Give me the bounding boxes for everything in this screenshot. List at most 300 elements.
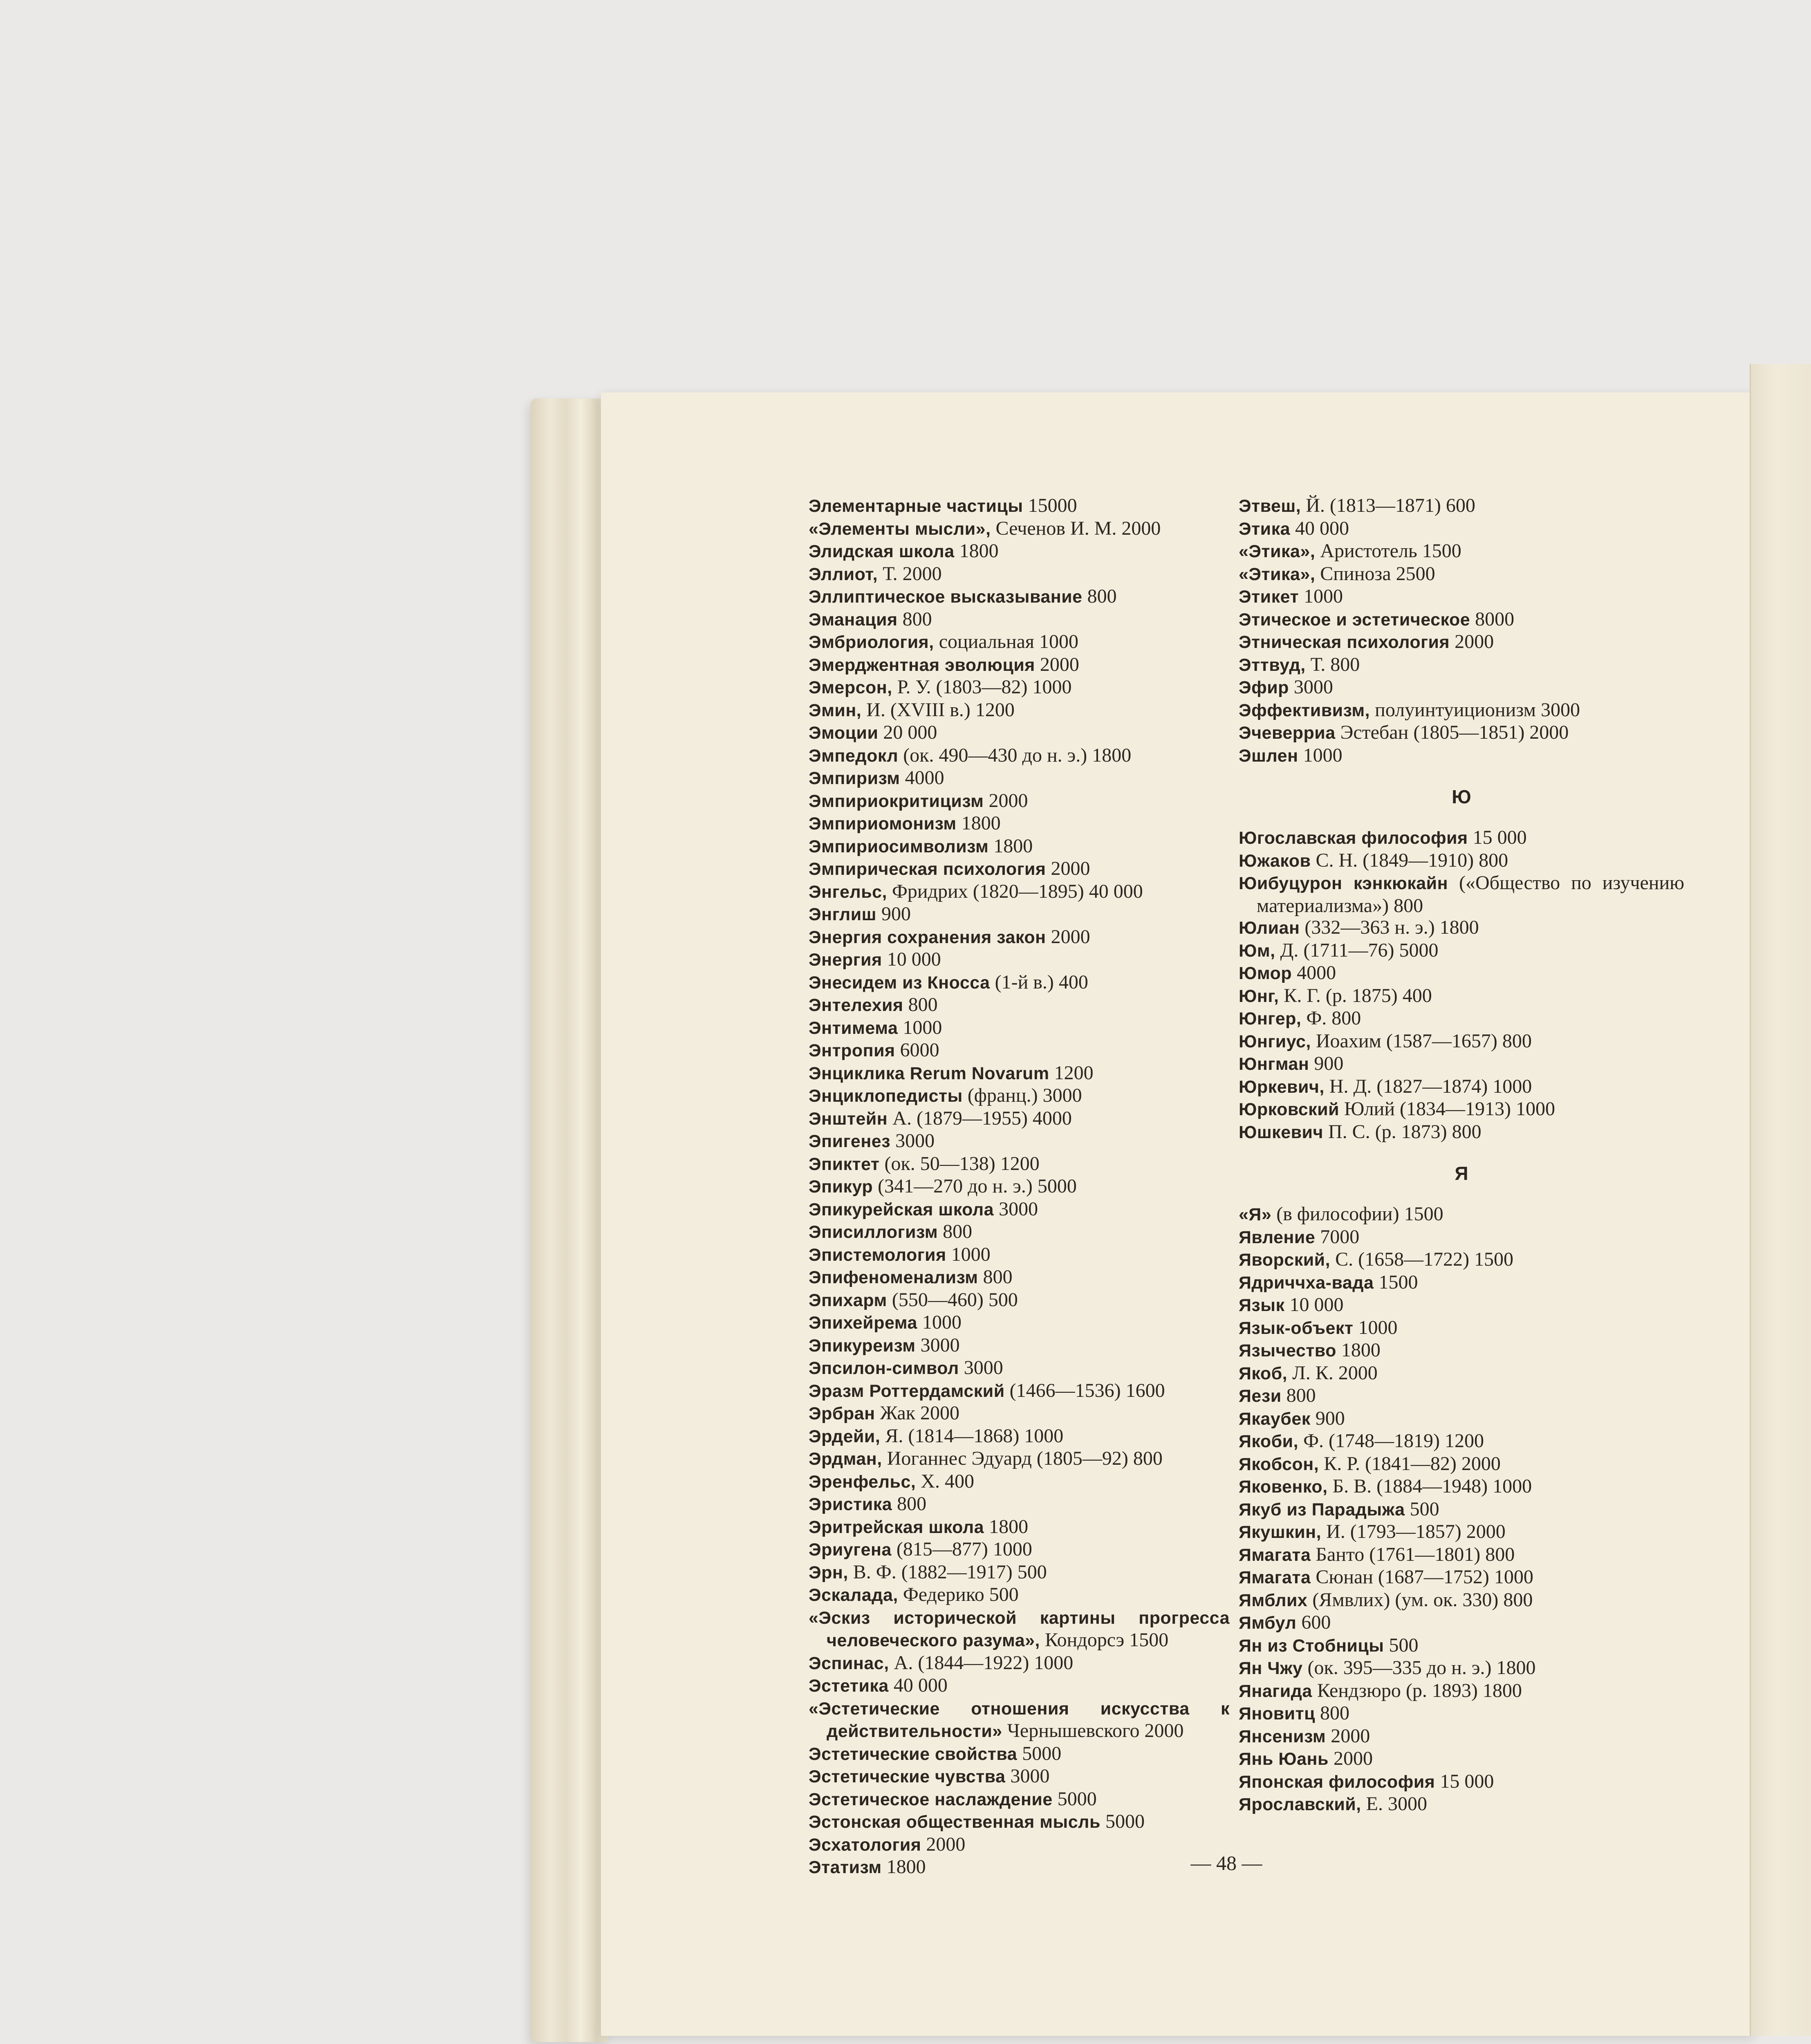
index-entry (1239, 1475, 1684, 1498)
index-entry (1239, 1294, 1684, 1317)
entry-details: (в философии) 1500 (1271, 1203, 1443, 1225)
index-entry (809, 1402, 1230, 1425)
entry-details: Д. (1711—76) 5000 (1275, 939, 1439, 961)
entry-term: Эстетическое наслаждение (809, 1789, 1053, 1809)
index-entry (809, 1062, 1230, 1085)
entry-term: Эмпириосимволизм (809, 836, 989, 856)
entry-details: 900 (876, 903, 911, 925)
entry-details: А. (1879—1955) 4000 (888, 1107, 1072, 1129)
entry-term: Эллиот, (809, 564, 878, 584)
entry-details: 900 (1309, 1053, 1344, 1074)
entry-term: Энгельс, (809, 882, 887, 902)
index-entry (1239, 1007, 1684, 1030)
entry-details: 800 (1315, 1702, 1350, 1724)
entry-term: Ямагата (1239, 1545, 1311, 1565)
index-entry (809, 1493, 1230, 1516)
entry-term: Энштейн (809, 1109, 888, 1129)
entries-yu (1239, 827, 1684, 1143)
entry-term: Японская философия (1239, 1772, 1435, 1792)
entry-term: Якоб, (1239, 1363, 1288, 1383)
index-entry (1239, 827, 1684, 849)
index-entry (809, 1221, 1230, 1244)
index-entry (1239, 699, 1684, 722)
entry-term: Эриугена (809, 1540, 892, 1560)
index-entry (1239, 1589, 1684, 1612)
entry-details: (332—363 н. э.) 1800 (1300, 917, 1479, 938)
index-entry (809, 1607, 1230, 1652)
index-entry (1239, 1098, 1684, 1121)
entry-term: Якобсон, (1239, 1454, 1319, 1474)
entry-term: Эпсилон-символ (809, 1358, 959, 1378)
entry-term: Эспинас, (809, 1653, 889, 1673)
entry-details: Я. (1814—1868) 1000 (880, 1425, 1064, 1447)
entry-details: Спиноза 2500 (1315, 563, 1435, 585)
entry-details: С. (1658—1722) 1500 (1330, 1248, 1514, 1270)
index-entry (809, 654, 1230, 677)
entry-term: Эмпирическая психология (809, 859, 1046, 879)
index-entry (809, 1017, 1230, 1040)
entry-details: 600 (1296, 1611, 1331, 1633)
index-entry (809, 1584, 1230, 1607)
entry-details: Иоганнес Эдуард (1805—92) 800 (882, 1448, 1163, 1469)
entry-term: Эфир (1239, 678, 1289, 697)
index-entry (1239, 1498, 1684, 1521)
entry-details: 800 (1082, 585, 1117, 607)
entry-term: Эстетика (809, 1676, 889, 1696)
entry-term: Этическое и эстетическое (1239, 610, 1470, 630)
entry-term: Эманация (809, 610, 898, 630)
entry-term: Энглиш (809, 905, 876, 924)
entry-details: Сюнан (1687—1752) 1000 (1311, 1566, 1533, 1588)
index-entry (1239, 1680, 1684, 1703)
index-entry (809, 1039, 1230, 1062)
index-entry (809, 767, 1230, 790)
entry-term: Юнгиус, (1239, 1031, 1311, 1051)
entry-term: Яворский, (1239, 1250, 1331, 1270)
entry-term: Эпикурейская школа (809, 1199, 994, 1219)
entry-details: 2000 (1035, 653, 1079, 675)
index-entry (809, 1561, 1230, 1584)
index-entry (809, 631, 1230, 654)
entry-term: Энтропия (809, 1041, 895, 1060)
entry-term: Яковенко, (1239, 1477, 1328, 1497)
index-entry (809, 1448, 1230, 1470)
index-entry (1239, 1725, 1684, 1748)
index-entry (1239, 518, 1684, 540)
entry-details: Т. 800 (1305, 653, 1360, 675)
entry-details: 1000 (946, 1243, 991, 1265)
entry-term: Эмерджентная эволюция (809, 655, 1035, 675)
entry-details: 1500 (1374, 1271, 1418, 1293)
entry-details: 10 000 (1284, 1294, 1344, 1316)
entry-details: 800 (892, 1493, 927, 1515)
entry-details: 1800 (956, 812, 1001, 834)
entry-term: Юнг, (1239, 986, 1279, 1006)
index-entry (809, 1743, 1230, 1766)
index-entry (1239, 1317, 1684, 1340)
entry-details: 500 (1405, 1498, 1439, 1520)
index-entry (809, 1470, 1230, 1493)
entry-details: 1200 (1049, 1062, 1094, 1084)
entry-details: 3000 (994, 1198, 1038, 1220)
entry-term: Энесидем из Кносса (809, 973, 990, 993)
index-entry (1239, 1076, 1684, 1098)
index-entry (809, 1697, 1230, 1743)
index-entry (1239, 1053, 1684, 1076)
entry-term: Юмор (1239, 964, 1292, 983)
entry-details: 1800 (1336, 1339, 1381, 1361)
entry-term: Яези (1239, 1386, 1282, 1406)
entry-term: Этикет (1239, 587, 1299, 607)
entry-details: 15000 (1023, 495, 1077, 516)
index-entry (1239, 1748, 1684, 1771)
right-column (1239, 495, 1684, 1816)
entry-term: Язык (1239, 1295, 1285, 1315)
index-entry (1239, 1521, 1684, 1544)
entry-details: полуинтуиционизм 3000 (1370, 699, 1580, 721)
entry-term: Эрдейи, (809, 1426, 881, 1446)
entry-term: «Я» (1239, 1205, 1272, 1224)
index-entry (809, 1334, 1230, 1357)
index-entry (1239, 1339, 1684, 1362)
entry-term: Эрбран (809, 1404, 875, 1423)
entry-term: Эпифеноменализм (809, 1268, 978, 1287)
entry-details: Н. Д. (1827—1874) 1000 (1324, 1075, 1532, 1097)
entry-details: 7000 (1315, 1226, 1360, 1248)
index-entry (809, 790, 1230, 813)
entry-details: (ок. 490—430 до н. э.) 1800 (898, 744, 1132, 766)
entry-term: «Элементы мысли», (809, 519, 991, 539)
entry-term: Эпихейрема (809, 1313, 917, 1333)
entry-details: Юлий (1834—1913) 1000 (1339, 1098, 1555, 1120)
index-entry (809, 1130, 1230, 1153)
index-entry (809, 1380, 1230, 1403)
index-entry (1239, 1544, 1684, 1567)
index-entry (809, 585, 1230, 608)
index-entry (1239, 1271, 1684, 1294)
entry-term: Ян Чжу (1239, 1659, 1303, 1678)
entry-details: социальная 1000 (934, 631, 1079, 652)
entry-details: (ок. 50—138) 1200 (879, 1152, 1040, 1174)
index-entry (1239, 1248, 1684, 1271)
index-entry (1239, 849, 1684, 872)
entry-details: 15 000 (1435, 1770, 1494, 1792)
entry-details: 20 000 (878, 722, 937, 743)
index-entry (1239, 985, 1684, 1008)
entry-details: (341—270 до н. э.) 5000 (873, 1175, 1077, 1197)
entry-details: Иоахим (1587—1657) 800 (1311, 1030, 1532, 1052)
entry-term: Эпикур (809, 1177, 873, 1197)
entry-details: Б. В. (1884—1948) 1000 (1327, 1475, 1532, 1497)
entry-term: Эмпириокритицизм (809, 791, 984, 811)
entry-details: 5000 (1017, 1742, 1062, 1764)
index-entry (1239, 608, 1684, 631)
entry-details: (1-й в.) 400 (990, 971, 1088, 993)
entry-details: 1800 (881, 1856, 926, 1878)
entry-term: Ямблих (1239, 1590, 1308, 1610)
index-entry (1239, 1030, 1684, 1053)
entry-details: 2000 (1046, 858, 1090, 879)
entry-term: Этническая психология (1239, 632, 1450, 652)
entry-term: Эрн, (809, 1562, 848, 1582)
entry-details: 1800 (984, 1515, 1029, 1537)
index-entry (1239, 1430, 1684, 1453)
entry-term: Эстетические чувства (809, 1767, 1006, 1786)
index-entry (1239, 563, 1684, 586)
entry-details: 1000 (1298, 744, 1343, 766)
index-entry (809, 1266, 1230, 1289)
index-entry (1239, 1611, 1684, 1634)
entry-details: (Ямвлих) (ум. ок. 330) 800 (1307, 1589, 1533, 1611)
entry-details: 40 000 (888, 1674, 948, 1696)
entry-details: 2000 (921, 1833, 966, 1855)
section-letter-yu: Ю (1452, 786, 1471, 807)
entry-details: 6000 (895, 1039, 939, 1061)
entry-details: 40 000 (1290, 517, 1349, 539)
index-entry (809, 1153, 1230, 1176)
entry-term: Якуб из Парадыжа (1239, 1499, 1405, 1520)
entry-details: Сеченов И. М. 2000 (991, 517, 1161, 539)
entry-term: Юрковский (1239, 1100, 1339, 1119)
index-entry (809, 1538, 1230, 1561)
index-entry (809, 540, 1230, 563)
entry-details: 3000 (890, 1130, 935, 1152)
entry-details: Х. 400 (916, 1470, 974, 1492)
index-entry (809, 835, 1230, 858)
entry-details: 2000 (1046, 926, 1090, 948)
entry-details: Й. (1813—1871) 600 (1301, 495, 1475, 516)
index-entry (809, 744, 1230, 767)
entry-term: Эпиктет (809, 1154, 880, 1174)
entry-term: Юркевич, (1239, 1077, 1325, 1097)
entry-term: Эсхатология (809, 1835, 921, 1855)
next-page-edge (1750, 364, 1811, 2036)
entry-term: Эмпедокл (809, 746, 899, 766)
entry-details: 5000 (1052, 1788, 1097, 1810)
entry-term: Юм, (1239, 941, 1275, 961)
entry-details: 5000 (1100, 1811, 1145, 1832)
index-entry (809, 495, 1230, 518)
index-entry (1239, 1407, 1684, 1430)
entry-term: Энциклопедисты (809, 1086, 963, 1106)
entry-term: Язычество (1239, 1341, 1336, 1360)
entry-details: 800 (903, 994, 938, 1015)
entry-details: 1000 (898, 1016, 942, 1038)
entry-term: Эмерсон, (809, 678, 892, 697)
index-entry (809, 1198, 1230, 1221)
entry-term: Эттвуд, (1239, 655, 1306, 675)
entry-details: Ф. (1748—1819) 1200 (1298, 1430, 1484, 1452)
index-entry (1239, 744, 1684, 767)
index-entry (809, 608, 1230, 631)
entry-details: 3000 (1289, 676, 1333, 698)
entry-details: 800 (938, 1221, 973, 1242)
entry-term: «Этика», (1239, 542, 1316, 561)
index-entry (1239, 1453, 1684, 1476)
entry-details: С. Н. (1849—1910) 800 (1311, 849, 1508, 871)
entry-details: Жак 2000 (875, 1402, 960, 1424)
entry-term: Эмпиризм (809, 769, 900, 788)
entry-term: «Эскиз исторической картины прогресса человеческого разума», (809, 1608, 1230, 1650)
entry-term: Эритрейская школа (809, 1517, 984, 1537)
entry-details: 1000 (1299, 585, 1343, 607)
index-entry (1239, 1362, 1684, 1385)
entry-term: «Эстетические отношения искусства к действительности» (809, 1699, 1230, 1741)
index-entry (1239, 1771, 1684, 1793)
entry-term: Энергия сохранения закон (809, 927, 1046, 947)
index-entry (809, 994, 1230, 1017)
entry-details: Е. 3000 (1361, 1793, 1427, 1815)
entry-term: Яновитц (1239, 1704, 1316, 1724)
index-entry (1239, 1634, 1684, 1657)
entry-term: Энциклика Rerum Novarum (809, 1063, 1049, 1083)
index-entry (809, 1244, 1230, 1266)
entry-term: Ямагата (1239, 1568, 1311, 1587)
index-entry (809, 881, 1230, 903)
entry-term: Энтелехия (809, 995, 903, 1015)
entry-term: Якушкин, (1239, 1522, 1322, 1542)
index-entry (809, 1425, 1230, 1448)
entry-term: Янсенизм (1239, 1726, 1326, 1746)
entry-term: Якаубек (1239, 1409, 1311, 1429)
entry-details: Аристотель 1500 (1315, 540, 1461, 562)
index-entry (1239, 872, 1684, 917)
entry-term: Эпихарм (809, 1290, 887, 1310)
entry-term: Этвеш, (1239, 496, 1301, 516)
entry-term: Эмпириомонизм (809, 814, 957, 834)
section-letter-ya: Я (1455, 1163, 1468, 1184)
entry-details: 800 (1281, 1385, 1316, 1406)
entry-term: Явление (1239, 1227, 1316, 1247)
entry-term: Юнгер, (1239, 1009, 1302, 1029)
entry-details: (1466—1536) 1600 (1004, 1379, 1165, 1401)
entry-details: 4000 (1292, 962, 1336, 984)
index-entry (1239, 654, 1684, 677)
entry-term: Эффективизм, (1239, 700, 1370, 720)
entry-details: Кондорсэ 1500 (1040, 1629, 1169, 1651)
entry-term: Янагида (1239, 1681, 1312, 1701)
entry-term: Якоби, (1239, 1432, 1299, 1451)
entry-term: Ядриччха-вада (1239, 1273, 1374, 1293)
index-entry (1239, 1385, 1684, 1407)
index-entry (809, 1357, 1230, 1380)
entry-details: Эстебан (1805—1851) 2000 (1335, 722, 1569, 743)
index-entry (1239, 1203, 1684, 1226)
entry-details: (815—877) 1000 (891, 1538, 1032, 1560)
index-entry (1239, 495, 1684, 518)
index-entry (809, 1085, 1230, 1107)
index-entry (809, 518, 1230, 540)
entry-details: 3000 (915, 1334, 960, 1356)
entry-details: Р. У. (1803—82) 1000 (892, 676, 1072, 698)
index-entry (809, 1311, 1230, 1334)
entry-details: К. Р. (1841—82) 2000 (1319, 1452, 1501, 1475)
page-number: — 48 — (1190, 1851, 1262, 1874)
entry-term: Эпикуреизм (809, 1336, 916, 1356)
index-entry (1239, 1793, 1684, 1816)
entry-details: 1800 (954, 540, 999, 562)
entry-term: Эренфельс, (809, 1472, 916, 1492)
entry-term: Этатизм (809, 1858, 882, 1877)
entry-details: 1000 (917, 1311, 962, 1333)
entry-term: Эпигенез (809, 1132, 891, 1151)
entry-details: 1000 (1353, 1316, 1398, 1338)
index-entry (809, 926, 1230, 949)
entry-details: 2000 (984, 789, 1028, 811)
entry-term: Юнгман (1239, 1054, 1309, 1074)
entry-term: Янь Юань (1239, 1749, 1329, 1769)
index-entry (809, 858, 1230, 881)
entry-term: Ян из Стобницы (1239, 1636, 1384, 1656)
left-column (809, 495, 1230, 1879)
index-entry (1239, 1121, 1684, 1144)
entry-term: Эристика (809, 1495, 892, 1514)
index-entry (809, 1674, 1230, 1697)
entry-term: Эразм Роттердамский (809, 1381, 1005, 1401)
entry-details: 3000 (1005, 1765, 1050, 1787)
entry-term: Энергия (809, 950, 882, 970)
entry-term: Юлиан (1239, 918, 1300, 938)
entry-term: Юибуцурон кэнкюкайн (1239, 874, 1448, 893)
index-entry (809, 812, 1230, 835)
entry-details: 2000 (1328, 1748, 1373, 1769)
index-entry (809, 563, 1230, 586)
entry-term: Эстонская общественная мысль (809, 1812, 1100, 1832)
entry-term: Эмоции (809, 723, 879, 743)
entry-details: Л. К. 2000 (1287, 1362, 1378, 1384)
index-entry (809, 948, 1230, 971)
index-entry (1239, 540, 1684, 563)
index-entry (1239, 1657, 1684, 1680)
entry-details: (550—460) 500 (887, 1289, 1018, 1311)
index-entry (809, 971, 1230, 994)
index-entry (1239, 962, 1684, 985)
entry-details: Т. 2000 (878, 563, 942, 585)
entry-details: 900 (1310, 1407, 1345, 1429)
index-entry (809, 1788, 1230, 1811)
index-entry (1239, 917, 1684, 939)
entry-term: Элементарные частицы (809, 496, 1023, 516)
entries-e-continued (1239, 495, 1684, 767)
entry-details: 2000 (1326, 1725, 1370, 1747)
entry-details: 500 (1384, 1634, 1419, 1656)
entry-term: Юшкевич (1239, 1122, 1323, 1142)
entry-details: 4000 (900, 767, 944, 789)
entry-term: «Этика», (1239, 564, 1316, 584)
index-entry (809, 1811, 1230, 1833)
index-entry (809, 722, 1230, 744)
index-entry (809, 903, 1230, 926)
index-entry (1239, 1702, 1684, 1725)
index-entry (1239, 631, 1684, 654)
entry-details: Ф. 800 (1301, 1007, 1361, 1029)
entry-details: 1800 (988, 835, 1033, 857)
entry-details: (франц.) 3000 (962, 1085, 1082, 1106)
entry-details: П. С. (р. 1873) 800 (1323, 1121, 1482, 1143)
entry-term: Югославская философия (1239, 828, 1468, 848)
entry-details: (ок. 395—335 до н. э.) 1800 (1302, 1657, 1536, 1679)
entry-term: Эмин, (809, 700, 862, 720)
entry-details: В. Ф. (1882—1917) 500 (848, 1561, 1047, 1583)
entry-details: И. (XVIII в.) 1200 (861, 699, 1015, 721)
entry-term: Ямбул (1239, 1613, 1297, 1633)
index-entry (1239, 722, 1684, 744)
index-entry (1239, 939, 1684, 962)
entry-details: И. (1793—1857) 2000 (1321, 1521, 1506, 1542)
entry-details: А. (1844—1922) 1000 (889, 1652, 1074, 1674)
index-entry (809, 1175, 1230, 1198)
index-entry (1239, 1566, 1684, 1589)
